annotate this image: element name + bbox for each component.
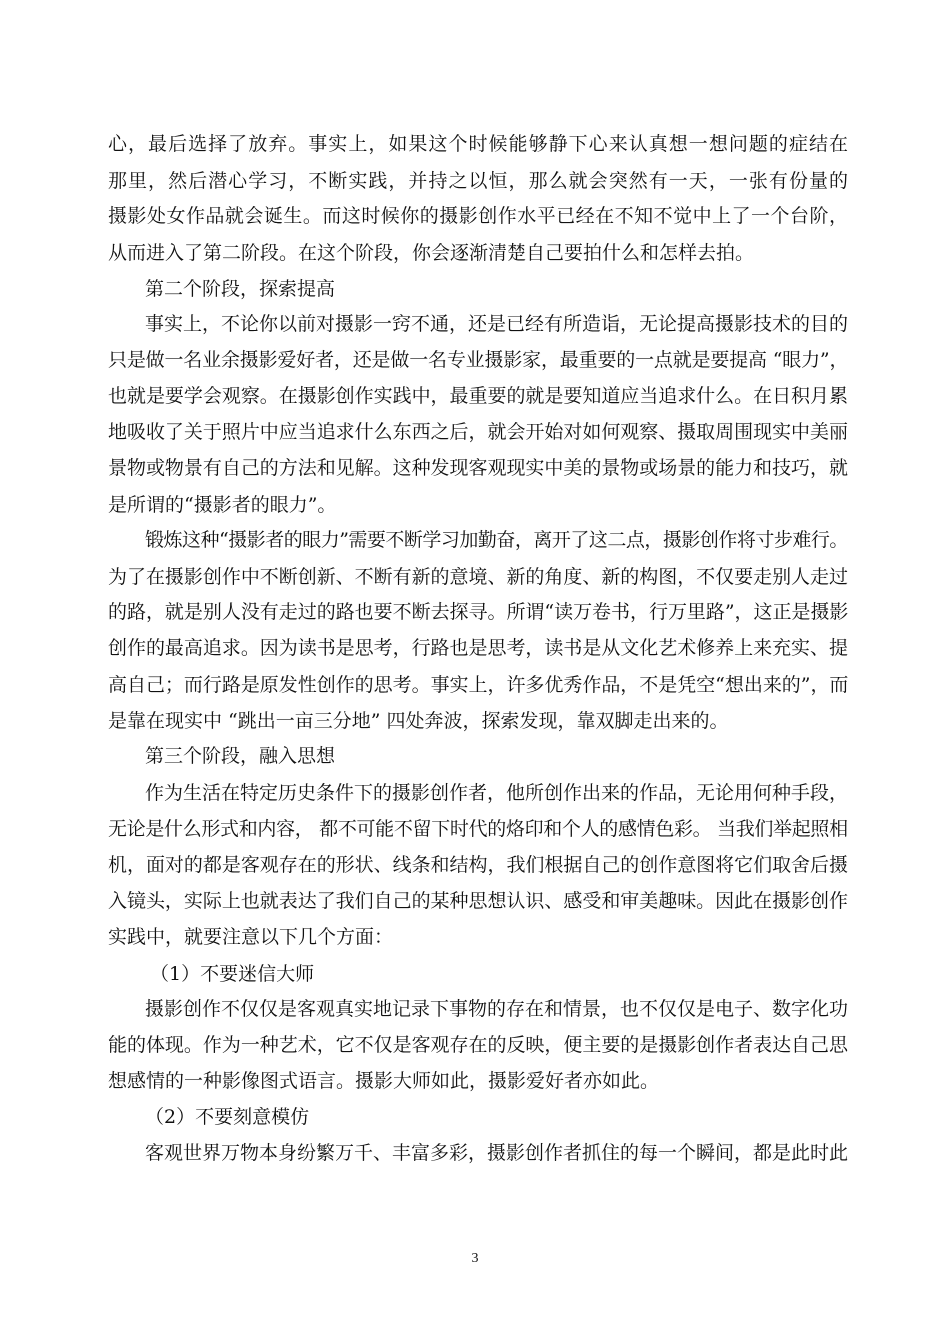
text-line: 作为生活在特定历史条件下的摄影创作者，他所创作出来的作品，无论用何种手段， bbox=[145, 782, 849, 804]
text-line: 地吸收了关于照片中应当追求什么东西之后，就会开始对如何观察、摄取周围现实中美丽 bbox=[108, 421, 848, 443]
text-line: 是靠在现实中 “跳出一亩三分地” 四处奔波，探索发现，靠双脚走出来的。 bbox=[108, 710, 729, 732]
text-line: 想感情的一种影像图式语言。摄影大师如此，摄影爱好者亦如此。 bbox=[108, 1070, 660, 1092]
text-line: （2）不要刻意模仿 bbox=[145, 1106, 310, 1128]
text-line: 是所谓的“摄影者的眼力”。 bbox=[108, 494, 337, 516]
text-line: 机，面对的都是客观存在的形状、线条和结构，我们根据自己的创作意图将它们取舍后摄 bbox=[108, 854, 848, 876]
text-line: 锻炼这种“摄影者的眼力”需要不断学习加勤奋，离开了这二点，摄影创作将寸步难行。 bbox=[145, 529, 848, 551]
text-line: 能的体现。作为一种艺术，它不仅是客观存在的反映，便主要的是摄影创作者表达自己思 bbox=[108, 1034, 848, 1056]
text-line: 入镜头，实际上也就表达了我们自己的某种思想认识、感受和审美趣味。因此在摄影创作 bbox=[108, 890, 848, 912]
text-line: 也就是要学会观察。在摄影创作实践中，最重要的就是要知道应当追求什么。在日积月累 bbox=[108, 385, 848, 407]
text-line: 事实上，不论你以前对摄影一窍不通，还是已经有所造诣，无论提高摄影技术的目的 bbox=[145, 313, 849, 335]
text-line: 摄影创作不仅仅是客观真实地记录下事物的存在和情景，也不仅仅是电子、数字化功 bbox=[145, 998, 849, 1020]
text-line: 第二个阶段，探索提高 bbox=[145, 278, 336, 300]
text-line: 心，最后选择了放弃。事实上，如果这个时候能够静下心来认真想一想问题的症结在 bbox=[108, 133, 850, 155]
text-line: 创作的最高追求。因为读书是思考，行路也是思考，读书是从文化艺术修养上来充实、提 bbox=[108, 637, 848, 659]
text-line: 为了在摄影创作中不断创新、不断有新的意境、新的角度、新的构图，不仅要走别人走过 bbox=[108, 566, 848, 588]
text-line: 无论是什么形式和内容， 都不可能不留下时代的烙印和个人的感情色彩。 当我们举起照相 bbox=[108, 818, 848, 840]
text-line: 的路，就是别人没有走过的路也要不断去探寻。所谓“读万卷书，行万里路”，这正是摄影 bbox=[108, 601, 849, 623]
text-line: 景物或物景有自己的方法和见解。这种发现客观现实中美的景物或场景的能力和技巧，就 bbox=[108, 457, 848, 479]
text-line: 高自己；而行路是原发性创作的思考。事实上，许多优秀作品，不是凭空“想出来的”，而 bbox=[108, 674, 849, 696]
text-line: 第三个阶段，融入思想 bbox=[145, 745, 336, 767]
page-number: 3 bbox=[471, 1251, 479, 1266]
text-line: 从而进入了第二阶段。在这个阶段，你会逐渐清楚自己要拍什么和怎样去拍。 bbox=[108, 242, 755, 264]
text-line: 摄影处女作品就会诞生。而这时候你的摄影创作水平已经在不知不觉中上了一个台阶， bbox=[108, 205, 849, 227]
text-line: （1）不要迷信大师 bbox=[150, 963, 315, 985]
text-line: 那里，然后潜心学习，不断实践，并持之以恒，那么就会突然有一天，一张有份量的 bbox=[108, 170, 850, 192]
text-line: 客观世界万物本身纷繁万千、丰富多彩，摄影创作者抓住的每一个瞬间，都是此时此 bbox=[145, 1142, 849, 1164]
text-line: 实践中，就要注意以下几个方面： bbox=[108, 926, 394, 948]
text-line: 只是做一名业余摄影爱好者，还是做一名专业摄影家，最重要的一点就是要提高 “眼力”， bbox=[108, 349, 849, 371]
